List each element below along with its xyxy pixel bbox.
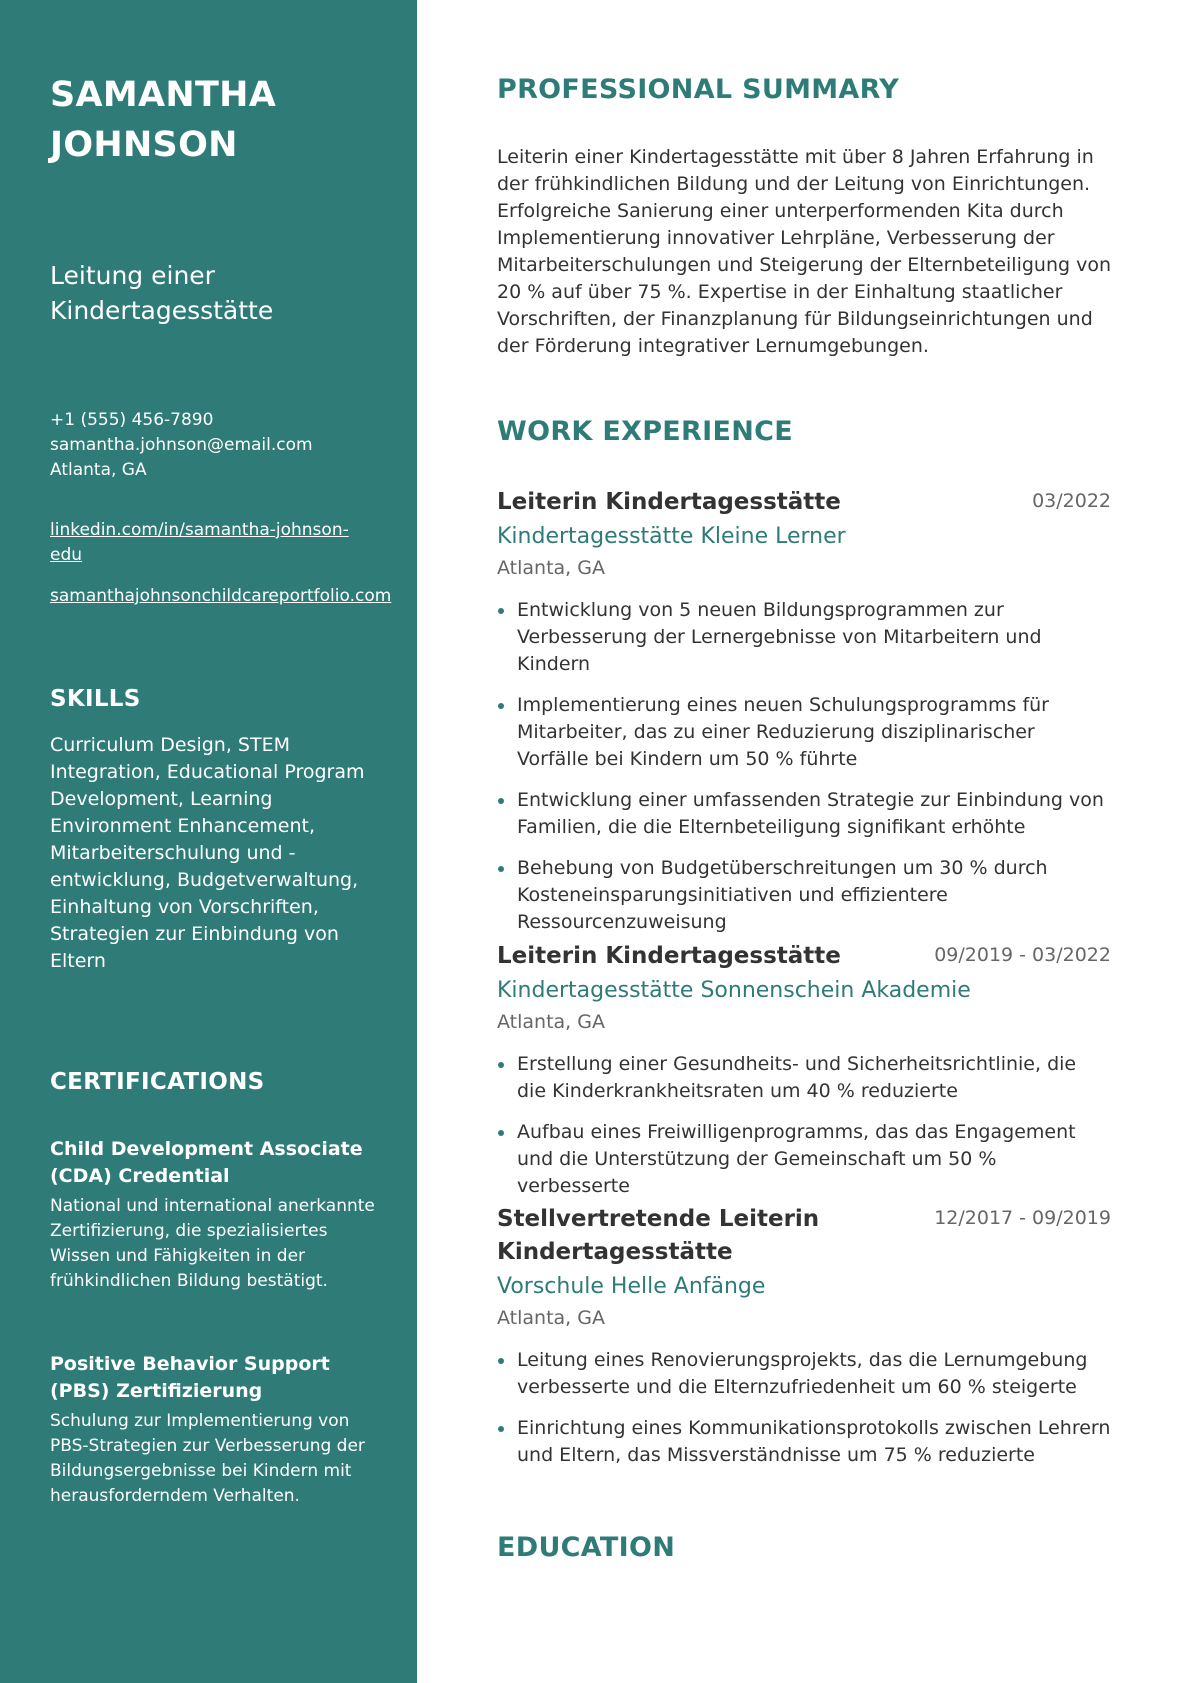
job-company: Kindertagesstätte Sonnenschein Akademie	[497, 978, 971, 1003]
job-date: 09/2019 - 03/2022	[934, 944, 1111, 966]
list-item: Behebung von Budgetüberschreitungen um 30 % durch Kosteneinsparungsinitiativen und effizientere Ressourcenzuweisung	[497, 855, 1111, 936]
job-header	[497, 486, 1111, 519]
job-date: 03/2022	[1032, 490, 1111, 512]
education-heading: EDUCATION	[497, 1532, 676, 1563]
certification-title: Child Development Associate (CDA) Credential	[50, 1138, 363, 1187]
linkedin-link[interactable]: linkedin.com/in/samantha-johnson-edu	[50, 520, 349, 565]
phone: +1 (555) 456-7890	[50, 410, 214, 430]
job-title: Stellvertretende Leiterin Kindertagesstätte	[497, 1206, 820, 1265]
job-entry	[497, 486, 1111, 950]
job-company: Kindertagesstätte Kleine Lerner	[497, 524, 846, 549]
certifications-heading: CERTIFICATIONS	[50, 1069, 265, 1095]
job-title: Leiterin Kindertagesstätte	[497, 943, 841, 969]
summary-heading: PROFESSIONAL SUMMARY	[497, 74, 900, 105]
candidate-role: Leitung einer Kindertagesstätte	[50, 261, 274, 325]
list-item: Aufbau eines Freiwilligenprogramms, das das Engagement und die Unterstützung der Gemeinschaft um 50 % verbesserte	[497, 1119, 1111, 1200]
job-bullets	[497, 597, 1111, 936]
job-date: 12/2017 - 09/2019	[934, 1207, 1111, 1229]
job-location: Atlanta, GA	[497, 557, 605, 579]
job-entry	[497, 1203, 1111, 1483]
main-content	[497, 0, 1111, 1683]
location: Atlanta, GA	[50, 460, 147, 480]
profile-links	[50, 518, 392, 625]
certification-description: Schulung zur Implementierung von PBS-Strategien zur Verbesserung der Bildungsergebnisse bei Kindern mit herausforderndem Verhalten.	[50, 1411, 365, 1506]
job-entry	[497, 940, 1111, 1214]
list-item: Einrichtung eines Kommunikationsprotokolls zwischen Lehrern und Eltern, das Missverständnisse um 75 % reduzierte	[497, 1415, 1111, 1469]
contact-info	[50, 408, 380, 483]
list-item: Entwicklung einer umfassenden Strategie zur Einbindung von Familien, die die Elternbeteiligung signifikant erhöhte	[497, 787, 1111, 841]
job-location: Atlanta, GA	[497, 1307, 605, 1329]
job-location: Atlanta, GA	[497, 1011, 605, 1033]
list-item: Leitung eines Renovierungsprojekts, das die Lernumgebung verbesserte und die Elternzufriedenheit um 60 % steigerte	[497, 1347, 1111, 1401]
list-item: Erstellung einer Gesundheits- und Sicherheitsrichtlinie, die die Kinderkrankheitsraten um 40 % reduzierte	[497, 1051, 1111, 1105]
skills-heading: SKILLS	[50, 686, 141, 712]
job-title: Leiterin Kindertagesstätte	[497, 489, 841, 515]
skills-list: Curriculum Design, STEM Integration, Educational Program Development, Learning Environment Enhancement, Mitarbeiterschulung und -entwicklung, Budgetverwaltung, Einhaltung von Vorschriften, Strategien zur Einbindung von Eltern	[50, 734, 365, 972]
list-item: Entwicklung von 5 neuen Bildungsprogrammen zur Verbesserung der Lernergebnisse von Mitarbeitern und Kindern	[497, 597, 1111, 678]
summary-text: Leiterin einer Kindertagesstätte mit über 8 Jahren Erfahrung in der frühkindlichen Bildung und der Leitung von Einrichtungen. Erfolgreiche Sanierung einer unterperformenden Kita durch Implementierung innovativer Lehrpläne, Verbesserung der Mitarbeiterschulungen und Steigerung der Elternbeteiligung von 20 % auf über 75 %. Expertise in der Einhaltung staatlicher Vorschriften, der Finanzplanung für Bildungseinrichtungen und der Förderung integrativer Lernumgebungen.	[497, 146, 1112, 357]
certification-item	[50, 1136, 380, 1294]
job-header	[497, 1203, 1111, 1269]
portfolio-link[interactable]: samanthajohnsonchildcareportfolio.com	[50, 586, 392, 606]
certification-title: Positive Behavior Support (PBS) Zertifizierung	[50, 1353, 330, 1402]
job-bullets	[497, 1051, 1111, 1200]
list-item: Implementierung eines neuen Schulungsprogramms für Mitarbeiter, das zu einer Reduzierung disziplinarischer Vorfälle bei Kindern um 50 % führte	[497, 692, 1111, 773]
certification-description: National und international anerkannte Zertifizierung, die spezialisiertes Wissen und Fähigkeiten in der frühkindlichen Bildung bestätigt.	[50, 1196, 375, 1291]
experience-heading: WORK EXPERIENCE	[497, 416, 793, 447]
email: samantha.johnson@email.com	[50, 435, 313, 455]
job-company: Vorschule Helle Anfänge	[497, 1274, 766, 1299]
candidate-name: SAMANTHA JOHNSON	[50, 75, 277, 165]
certification-item	[50, 1351, 380, 1509]
job-bullets	[497, 1347, 1111, 1469]
sidebar	[0, 0, 417, 1683]
job-header	[497, 940, 1111, 973]
